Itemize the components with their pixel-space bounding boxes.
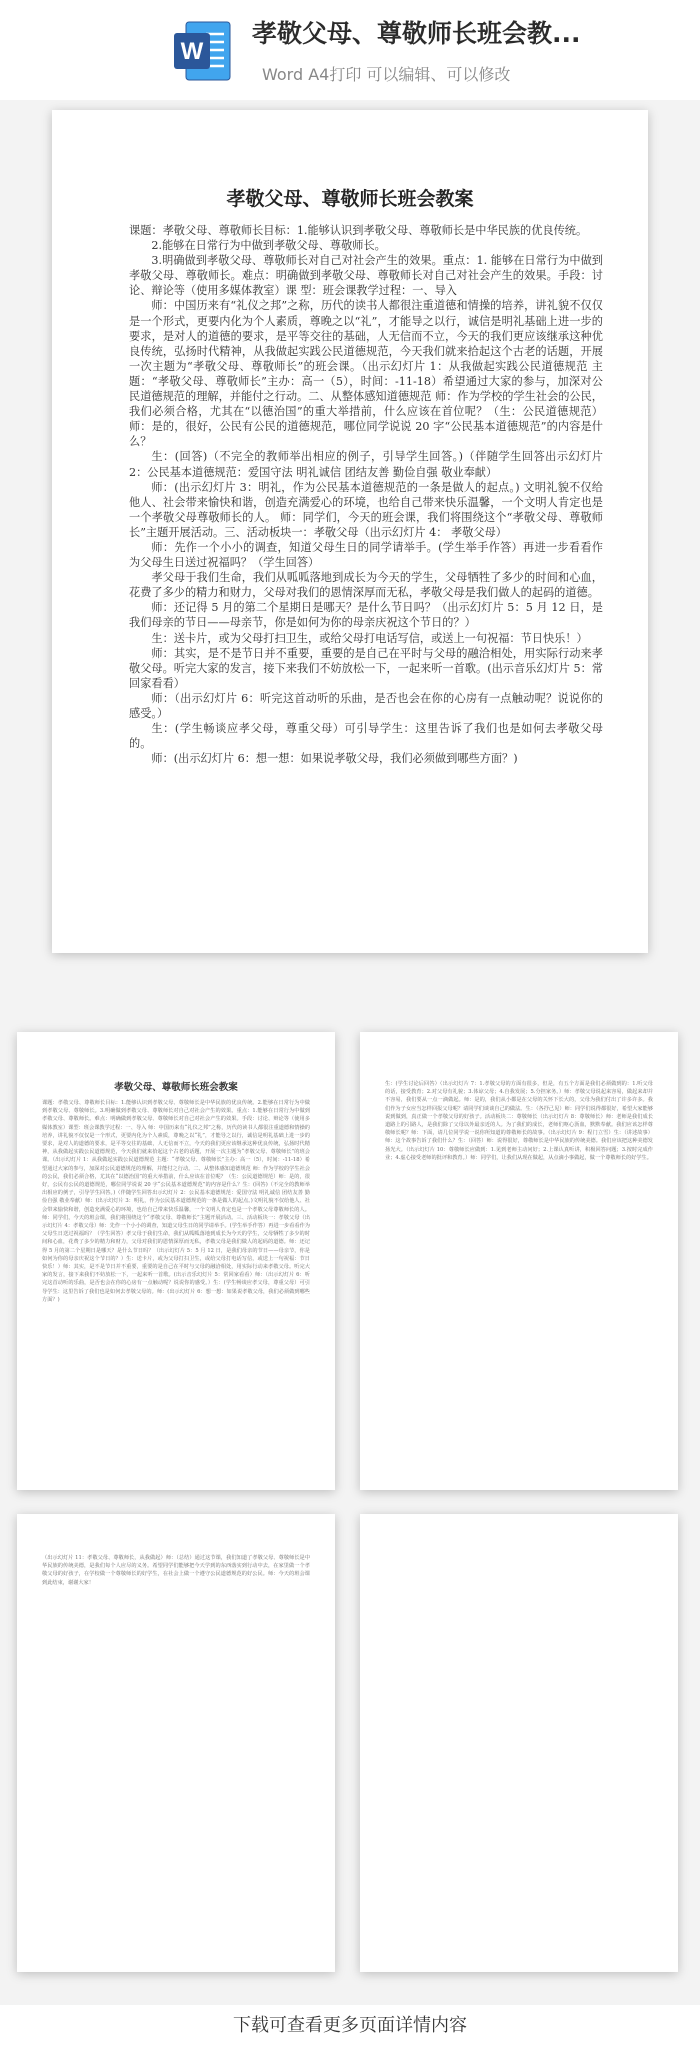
doc-title: 孝敬父母、尊敬师长班会教案 <box>226 188 474 210</box>
word-doc-icon <box>172 20 234 82</box>
doc-paragraph: 生：(回答)（不完全的教师举出相应的例子，引导学生回答。)（伴随学生回答出示幻灯片 2：公民基本道德规范：爱国守法 明礼诚信 团结友善 勤俭自强 敬业奉献） <box>129 450 603 479</box>
page-thumbnail-2[interactable] <box>360 1032 678 1490</box>
doc-paragraph: 师：(出示幻灯片 3：明礼，作为公民基本道德规范的一条是做人的起点。) 文明礼貌不仅给他人、社会带来愉快和谐，创造充满爱心的环境，也给自己带来快乐温馨，一个文明人肯定也是一个孝敬父母尊敬师长的人。 师：同学们，今天的班会课，我们将围绕这个“孝敬父母、尊敬师长”主题开展活动。三、活动板块一：孝敬父母（出示幻灯片 4： 孝敬父母） <box>129 480 603 539</box>
doc-paragraph: 师：(出示幻灯片 6：想一想：如果说孝敬父母，我们必须做到哪些方面？) <box>151 752 518 766</box>
doc-paragraph: 孝父母于我们生命，我们从呱呱落地到成长为今天的学生，父母牺牲了多少的时间和心血，花费了多少的精力和财力，父母对我们的恩情深厚而无私，孝敬父母是我们做人的起码的道德。 <box>129 571 603 600</box>
doc-paragraph: 生：送卡片，或为父母打扫卫生，或给父母打电话写信，或送上一句祝福：节日快乐！） <box>151 631 588 645</box>
page-thumbnail-3[interactable] <box>17 1514 335 1972</box>
doc-paragraph: 师：其实，是不是节日并不重要，重要的是自己在平时与父母的融洽相处，用实际行动来孝敬父母。听完大家的发言，接下来我们不妨放松一下，一起来听一首歌。(出示音乐幻灯片 5：常回家看看） <box>129 646 603 690</box>
document-title-header: 孝敬父母、尊敬师长班会教... <box>252 19 581 48</box>
doc-paragraph: 师：先作一个小小的调查，知道父母生日的同学请举手。(学生举手作答）再进一步看看作为父母生日送过祝福吗？（学生回答） <box>129 540 603 570</box>
thumb-text <box>385 1080 653 1162</box>
doc-paragraph: 师：（出示幻灯片 6：听完这首动听的乐曲，是否也会在你的心房有一点触动呢？说说你的感受。） <box>129 691 603 720</box>
doc-body <box>129 223 603 766</box>
document-page-main <box>52 110 648 953</box>
document-subtitle: Word A4打印 可以编辑、可以修改 <box>262 65 511 84</box>
page-thumbnail-1[interactable] <box>17 1032 335 1490</box>
doc-paragraph: 3.明确做到孝敬父母、尊敬师长对自己对社会产生的效果。重点：1. 能够在日常行为中做到孝敬父母、尊敬师长。难点：明确做到孝敬父母、尊敬师长对自己对社会产生的效果。手段：讨论、辩论等（使用多媒体教室）课 型：班会课教学过程：一、导入 <box>129 254 603 298</box>
thumb-paragraph: 生：(学生讨论后回答）（出示幻灯片 7：1.孝敬父母的方面有很多，但是，有五个方面是我们必须做到的：1.听父母的话，接受教育；2.对父母有礼貌；3.体谅父母；4.自我发展；5.分担家务。）师：孝敬父母说起来容易，做起来却并不容易，我们要从一点一滴做起。师：是的，我们从小都是在父母的关怀下长大的，父母为我们付出了许多许多。我们作为子女应当怎样回报父母呢？请同学们谈谈自己的做法。生：（各抒己见）师：同学们说得都很好，希望大家能够说到做到，真正做一个孝敬父母的好孩子。活动板块二：尊敬师长（出示幻灯片 8：尊敬师长）师：老师是我们成长道路上的引路人，是我们除了父母以外最亲近的人。为了我们的成长，老师们呕心沥血，默默奉献。我们应该怎样尊敬师长呢？师：下面，请几位同学说一说你所知道的尊敬师长的故事。（出示幻灯片 9：程门立雪）生：（讲述故事）师：这个故事告诉了我们什么？生：（回答）师：说得很好，尊敬师长是中华民族的传统美德。我们应该把这种美德发扬光大。（出示幻灯片 10：尊敬师长应做到：1.见到老师主动问好；2.上课认真听讲，积极回答问题；3.按时完成作业；4.虚心接受老师的批评和教育。）师：同学们，让我们从现在做起，从点滴小事做起，做一个尊敬师长的好学生。 <box>385 1081 653 1161</box>
download-more-link[interactable]: 下载可查看更多页面详情内容 <box>0 2005 700 2046</box>
svg-text:W: W <box>180 38 204 65</box>
thumb-paragraph: 课题：孝敬父母、尊敬师长目标：1.能够认识到孝敬父母、尊敬师长是中华民族的优良传统。2.能够在日常行为中做到孝敬父母、尊敬师长。3.明确做到孝敬父母、尊敬师长对自己对社会产生的效果。重点：1.能够在日常行为中做到孝敬父母、尊敬师长。难点：明确做到孝敬父母、尊敬师长对自己对社会产生的效果。手段：讨论、辩论等（使用多媒体教室）课型：班会课教学过程：一、导入 师：中国历来有“礼仪之邦”之称，历代的读书人都很注重道德和情操的培养，讲礼貌不仅仅是一个形式，更要内化为个人素质，尊晚之以“礼”，才能导之以行，诚信是明礼基础上进一步的要求，是对人的道德的要求，是平等交往的基础，人无信而不立，今天的我们更应该继承这种优良传统，弘扬时代精神，从我做起实践公民道德规范，今天我们就来拾起这个古老的话题，开展一次主题为“孝敬父母、尊敬师长”的班会课。（出示幻灯片 1：从我做起实践公民道德规范 主题：“孝敬父母、尊敬师长”主办：高一（5），时间：-11-18）希望通过大家的参与，加深对公民道德规范的理解，并能付之行动。二、从整体感知道德规范 师：作为学校的学生社会的公民，我们必须合格，尤其在“以德治国”的重大举措前，什么应该在首位呢？（生：公民道德规范）师：是的，很好，公民有公民的道德规范，哪位同学说说 20 字“公民基本道德规范”的内容是什么？生：(回答)（不完全的教师举出相应的例子，引导学生回答。)（伴随学生回答出示幻灯片 2：公民基本道德规范：爱国守法 明礼诚信 团结友善 勤俭自强 敬业奉献）师：(出示幻灯片 3：明礼，作为公民基本道德规范的一条是做人的起点。)文明礼貌不仅给他人、社会带来愉快和谐，创造充满爱心的环境，也给自己带来快乐温馨，一个文明人肯定也是一个孝敬父母尊敬师长的人。师：同学们，今天的班会课，我们将围绕这个“孝敬父母、尊敬师长”主题开展活动。三、活动板块一：孝敬父母（出示幻灯片 4：孝敬父母）师：先作一个小小的调查，知道父母生日的同学请举手。(学生举手作答）再进一步看看作为父母生日送过祝福吗？（学生回答）孝父母于我们生命，我们从呱呱落地到成长为今天的学生，父母牺牲了多少的时间和心血，花费了多少的精力和财力，父母对我们的恩情深厚而无私，孝敬父母是我们做人的起码的道德。师：还记得 5 月的第二个星期日是哪天？是什么节日吗？（出示幻灯片 5：5 月 12 日，是我们母亲的节日——母亲节，你是如何为你的母亲庆祝这个节日的？）生：送卡片，或为父母打扫卫生，或给父母打电话写信，或送上一句祝福：节日快乐！）师：其实，是不是节日并不重要，重要的是自己在平时与父母的融洽相处，用实际行动来孝敬父母。听完大家的发言，接下来我们不妨放松一下，一起来听一首歌。(出示音乐幻灯片 5：常回家看看）师：（出示幻灯片 6：听完这首动听的乐曲，是否也会在你的心房有一点触动呢？说说你的感受。）生：(学生畅谈应孝父母，尊重父母）可引导学生：这里告诉了我们也是如何去孝敬父母的。师：(出示幻灯片 6：想一想：如果说孝敬父母，我们必须做到哪些方面？) <box>42 1100 310 1303</box>
doc-paragraph: 2.能够在日常行为中做到孝敬父母、尊敬师长。 <box>151 239 386 253</box>
doc-paragraph: 生：(学生畅谈应孝父母，尊重父母）可引导学生：这里告诉了我们也是如何去孝敬父母的。 <box>129 722 603 751</box>
doc-paragraph: 师：中国历来有“礼仪之邦”之称，历代的读书人都很注重道德和情操的培养，讲礼貌不仅仅是一个形式，更要内化为个人素质，尊晚之以“礼”，才能导之以行，诚信是明礼基础上进一步的要求，是对人的道德的要求，是平等交往的基础，人无信而不立，今天的我们更应该继承这种优良传统，弘扬时代精神，从我做起实践公民道德规范，今天我们就来拾起这个古老的话题，开展一次主题为“孝敬父母、尊敬师长”的班会课。（出示幻灯片 1：从我做起实践公民道德规范 主题：“孝敬父母、尊敬师长”主办：高一（5），时间：-11-18）希望通过大家的参与，加深对公民道德规范的理解，并能付之行动。二、从整体感知道德规范 师：作为学校的学生社会的公民，我们必须合格，尤其在“以德治国”的重大举措前，什么应该在首位呢？（生：公民道德规范）师：是的，很好，公民有公民的道德规范，哪位同学说说 20 字“公民基本道德规范”的内容是什么？ <box>129 299 603 449</box>
doc-paragraph: 师：还记得 5 月的第二个星期日是哪天？是什么节日吗？（出示幻灯片 5：5 月 12 日，是我们母亲的节日——母亲节，你是如何为你的母亲庆祝这个节日的？） <box>129 601 603 630</box>
thumb-paragraph: （出示幻灯片 11：孝敬父母、尊敬师长，从我做起）师：（总结）通过这节课，我们知道了孝敬父母、尊敬师长是中华民族的传统美德，是我们每个人应尽的义务。希望同学们能够把今天学到的东西落实到行动中去，在家里做一个孝敬父母的好孩子，在学校做一个尊敬师长的好学生，在社会上做一个遵守公民道德规范的好公民。师：今天的班会课到此结束，谢谢大家！ <box>42 1555 310 1586</box>
header <box>0 0 700 100</box>
thumb-text <box>42 1554 310 1587</box>
thumb-text <box>42 1099 310 1304</box>
page-thumbnail-4[interactable] <box>360 1514 678 1972</box>
doc-paragraph: 课题：孝敬父母、尊敬师长目标：1.能够认识到孝敬父母、尊敬师长是中华民族的优良传统。 <box>129 224 588 237</box>
thumb-title: 孝敬父母、尊敬师长班会教案 <box>114 1082 238 1093</box>
